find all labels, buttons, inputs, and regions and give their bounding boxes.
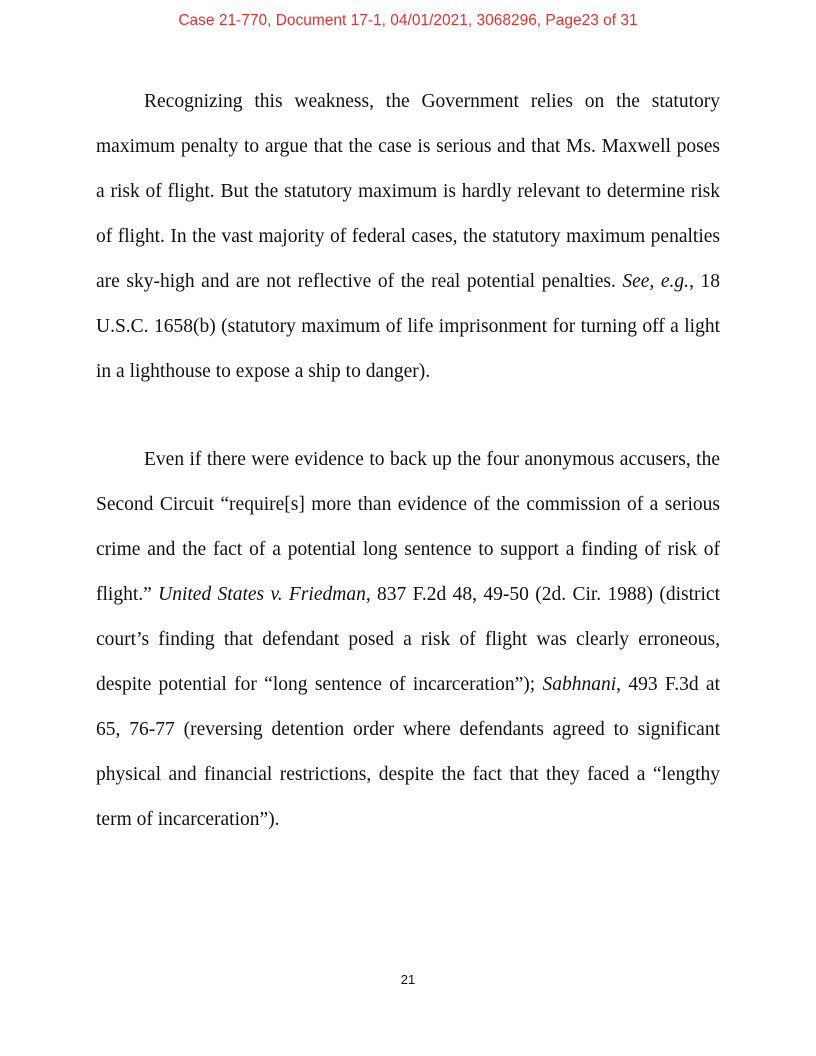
paragraph-2 xyxy=(96,437,720,842)
citation-see-eg: See, e.g. xyxy=(622,271,690,292)
paragraph-2-text-c: , 493 F.3d at 65, 76-77 (reversing detention order where defendants agreed to significant physical and financial restrictions, despite the fact that they faced a “lengthy term of incarceration”). xyxy=(96,674,720,830)
paragraph-1 xyxy=(96,79,720,394)
paragraph-2-text-a: Even if there were evidence to back up the four anonymous accusers, the Second Circuit “require[s] more than evidence of the commission of a serious crime and the fact of a potential long sentence to support a finding of risk of flight.” xyxy=(96,449,720,605)
case-name-sabhnani: Sabhnani xyxy=(542,674,617,695)
paragraph-2-text-b: , 837 F.2d 48, 49-50 (2d. Cir. 1988) (district court’s finding that defendant posed a risk of flight was clearly erroneous, despite potential for “long sentence of incarceration”); xyxy=(96,584,721,695)
case-header: Case 21-770, Document 17-1, 04/01/2021, 3068296, Page23 of 31 xyxy=(178,12,638,29)
page-number: 21 xyxy=(400,972,416,987)
paragraph-1-text-a: Recognizing this weakness, the Government relies on the statutory maximum penalty to argue that the case is serious and that Ms. Maxwell poses a risk of flight. But the statutory maximum is hardly relevant to determine risk of flight. In the vast majority of federal cases, the statutory maximum penalties are sky-high and are not reflective of the real potential penalties. xyxy=(96,91,720,292)
paragraph-1-text-b: , 18 U.S.C. 1658(b) (statutory maximum of life imprisonment for turning off a light in a lighthouse to expose a ship to danger). xyxy=(96,271,720,382)
case-name-friedman: United States v. Friedman xyxy=(158,584,366,605)
